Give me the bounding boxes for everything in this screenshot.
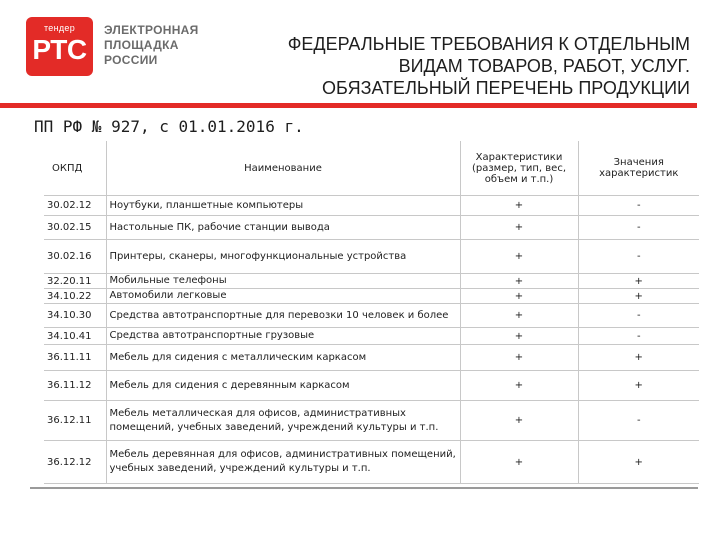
row-name: Принтеры, сканеры, многофункциональные устройства bbox=[106, 240, 460, 274]
row-name: Средства автотранспортные для перевозки 10 человек и более bbox=[106, 304, 460, 328]
row-values-mark: + bbox=[578, 441, 699, 484]
row-characteristics-mark: + bbox=[460, 401, 578, 441]
logo-text-line: ПЛОЩАДКА bbox=[104, 38, 179, 52]
row-characteristics-mark: + bbox=[460, 196, 578, 216]
table-row bbox=[44, 371, 699, 401]
row-name: Средства автотранспортные грузовые bbox=[106, 328, 460, 345]
header-divider bbox=[0, 103, 697, 108]
table-row bbox=[44, 216, 699, 240]
row-code: 36.12.11 bbox=[44, 401, 106, 441]
row-code: 36.11.12 bbox=[44, 371, 106, 401]
row-characteristics-mark: + bbox=[460, 304, 578, 328]
logo-text bbox=[104, 23, 199, 68]
row-values-mark: - bbox=[578, 401, 699, 441]
row-values-mark: - bbox=[578, 196, 699, 216]
row-code: 36.11.11 bbox=[44, 345, 106, 371]
row-name: Настольные ПК, рабочие станции вывода bbox=[106, 216, 460, 240]
table-row bbox=[44, 289, 699, 304]
row-characteristics-mark: + bbox=[460, 345, 578, 371]
row-name: Мебель металлическая для офисов, административных помещений, учебных заведений, учреждений культуры и т.п. bbox=[106, 401, 460, 441]
table-row bbox=[44, 441, 699, 484]
row-name: Мебель деревянная для офисов, административных помещений, учебных заведений, учреждений культуры и т.п. bbox=[106, 441, 460, 484]
row-code: 32.20.11 bbox=[44, 274, 106, 289]
row-values-mark: - bbox=[578, 304, 699, 328]
table-row bbox=[44, 240, 699, 274]
row-name: Мебель для сидения с металлическим каркасом bbox=[106, 345, 460, 371]
logo-badge-main: РТС bbox=[32, 34, 87, 65]
table-row bbox=[44, 196, 699, 216]
row-characteristics-mark: + bbox=[460, 371, 578, 401]
row-name: Мебель для сидения с деревянным каркасом bbox=[106, 371, 460, 401]
header-characteristics: Характеристики (размер, тип, вес, объем и т.п.) bbox=[460, 141, 578, 196]
row-code: 34.10.22 bbox=[44, 289, 106, 304]
row-characteristics-mark: + bbox=[460, 216, 578, 240]
logo-text-line: РОССИИ bbox=[104, 53, 158, 67]
row-code: 34.10.30 bbox=[44, 304, 106, 328]
row-name: Мобильные телефоны bbox=[106, 274, 460, 289]
table-row bbox=[44, 274, 699, 289]
row-characteristics-mark: + bbox=[460, 328, 578, 345]
table-row bbox=[44, 328, 699, 345]
row-values-mark: + bbox=[578, 289, 699, 304]
table-row bbox=[44, 304, 699, 328]
page-title-line: ВИДАМ ТОВАРОВ, РАБОТ, УСЛУГ. bbox=[398, 56, 690, 76]
row-code: 30.02.12 bbox=[44, 196, 106, 216]
row-code: 30.02.16 bbox=[44, 240, 106, 274]
table-header-row bbox=[44, 141, 699, 196]
page-title-line: ФЕДЕРАЛЬНЫЕ ТРЕБОВАНИЯ К ОТДЕЛЬНЫМ bbox=[287, 34, 690, 54]
row-characteristics-mark: + bbox=[460, 289, 578, 304]
row-values-mark: - bbox=[578, 328, 699, 345]
document-subtitle: ПП РФ № 927, с 01.01.2016 г. bbox=[34, 117, 304, 136]
row-values-mark: - bbox=[578, 216, 699, 240]
row-code: 30.02.15 bbox=[44, 216, 106, 240]
table-row bbox=[44, 401, 699, 441]
header-code: ОКПД bbox=[44, 141, 106, 196]
table-row bbox=[44, 345, 699, 371]
logo-badge-top: тендер bbox=[43, 23, 76, 33]
row-characteristics-mark: + bbox=[460, 240, 578, 274]
row-code: 34.10.41 bbox=[44, 328, 106, 345]
page-title-line: ОБЯЗАТЕЛЬНЫЙ ПЕРЕЧЕНЬ ПРОДУКЦИИ bbox=[321, 78, 690, 98]
row-values-mark: - bbox=[578, 240, 699, 274]
row-code: 36.12.12 bbox=[44, 441, 106, 484]
row-characteristics-mark: + bbox=[460, 441, 578, 484]
logo-text-line: ЭЛЕКТРОННАЯ bbox=[104, 23, 199, 37]
row-characteristics-mark: + bbox=[460, 274, 578, 289]
row-values-mark: + bbox=[578, 274, 699, 289]
header-values: Значения характеристик bbox=[578, 141, 699, 196]
footer-divider bbox=[30, 487, 698, 489]
row-values-mark: + bbox=[578, 345, 699, 371]
page-title bbox=[210, 33, 690, 99]
row-name: Ноутбуки, планшетные компьютеры bbox=[106, 196, 460, 216]
row-values-mark: + bbox=[578, 371, 699, 401]
header-name: Наименование bbox=[106, 141, 460, 196]
products-table bbox=[44, 141, 699, 484]
logo-badge bbox=[26, 17, 93, 76]
row-name: Автомобили легковые bbox=[106, 289, 460, 304]
